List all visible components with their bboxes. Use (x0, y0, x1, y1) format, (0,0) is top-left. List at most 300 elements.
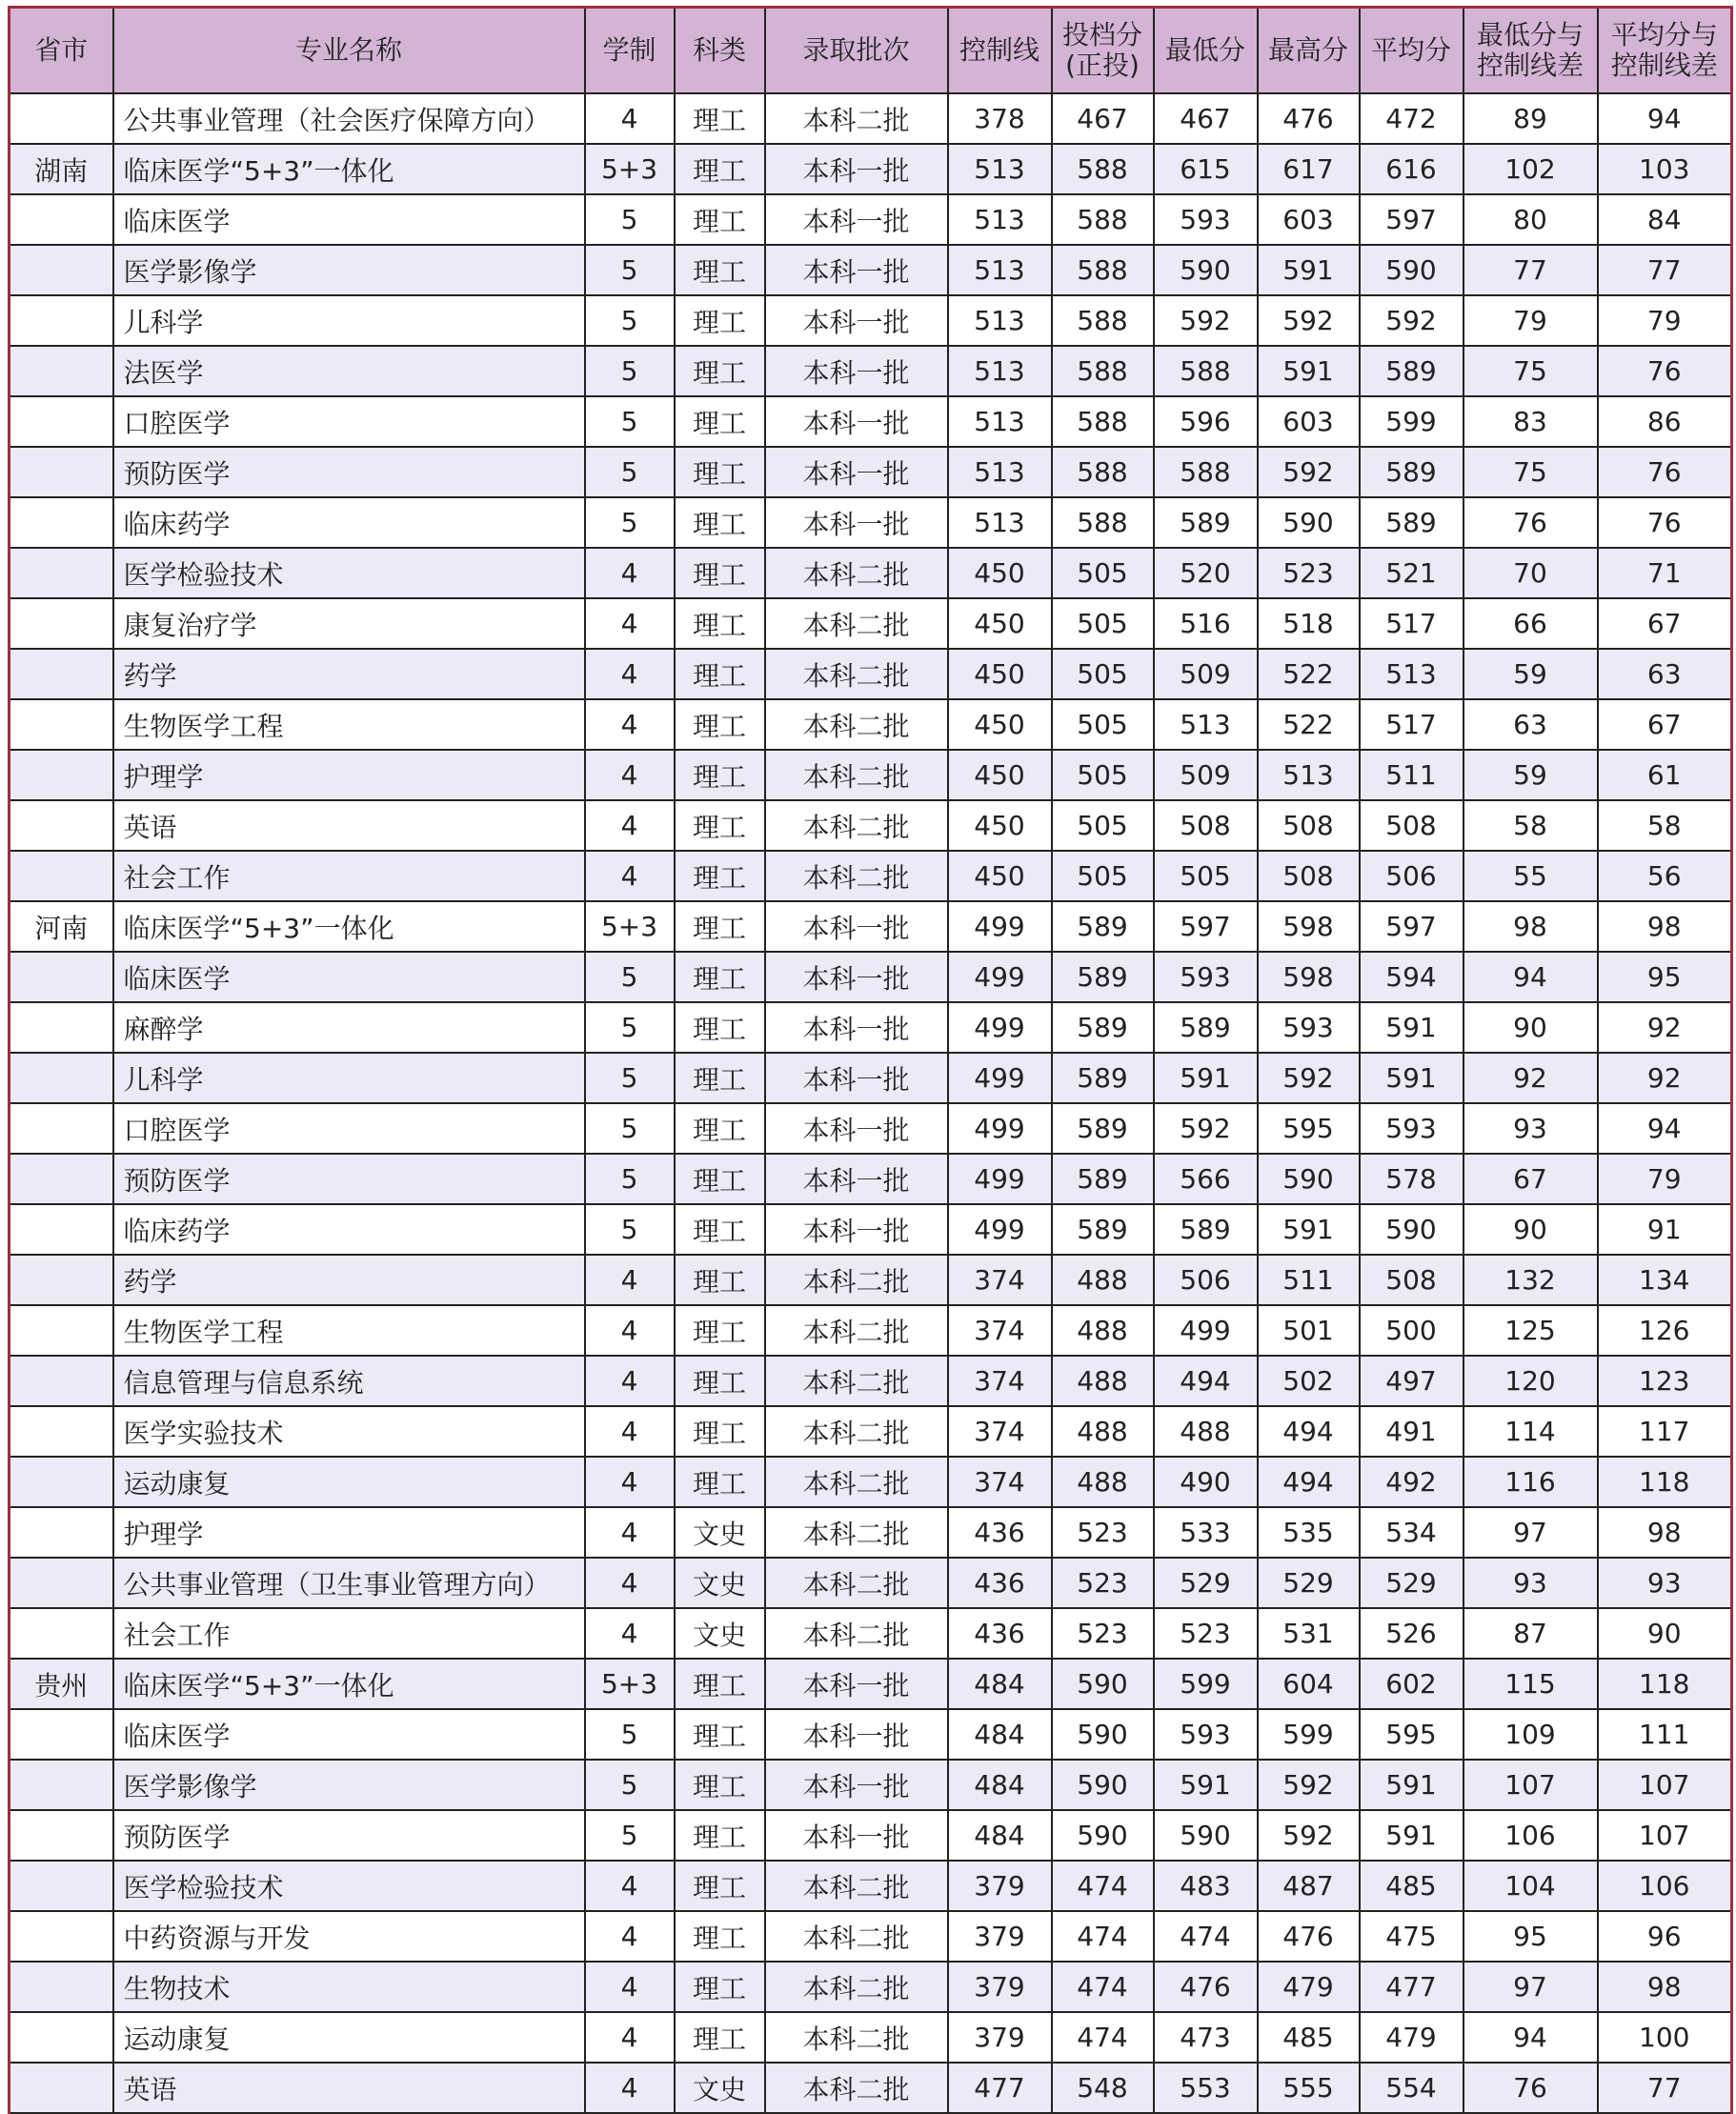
cell-min-diff: 58 (1463, 800, 1598, 851)
cell-min-diff: 75 (1463, 346, 1598, 396)
cell-min-diff: 132 (1463, 1255, 1598, 1305)
cell-duration: 4 (585, 1962, 675, 2012)
table-row (10, 346, 1732, 396)
cell-min-diff: 89 (1463, 93, 1598, 144)
cell-admission-batch: 本科二批 (765, 1356, 948, 1406)
cell-min-score: 499 (1154, 1305, 1258, 1356)
cell-min-score: 506 (1154, 1255, 1258, 1305)
cell-admission-batch: 本科二批 (765, 1861, 948, 1911)
cell-major-name: 英语 (113, 2063, 585, 2113)
cell-duration: 5 (585, 1204, 675, 1255)
cell-subject-type: 理工 (675, 1760, 765, 1810)
cell-avg-diff: 79 (1598, 295, 1732, 346)
cell-major-name: 临床医学 (113, 1709, 585, 1760)
cell-min-diff: 115 (1463, 1659, 1598, 1709)
cell-subject-type: 理工 (675, 447, 765, 497)
cell-duration: 4 (585, 1255, 675, 1305)
cell-subject-type: 理工 (675, 1356, 765, 1406)
cell-min-diff: 79 (1463, 295, 1598, 346)
cell-max-score: 603 (1258, 396, 1360, 447)
cell-avg-score: 591 (1360, 1760, 1463, 1810)
cell-filing-score: 589 (1052, 1103, 1154, 1154)
cell-min-diff: 83 (1463, 396, 1598, 447)
cell-min-diff: 95 (1463, 1911, 1598, 1962)
cell-duration: 5 (585, 1002, 675, 1053)
cell-admission-batch: 本科一批 (765, 396, 948, 447)
cell-admission-batch: 本科一批 (765, 144, 948, 194)
cell-max-score: 522 (1258, 649, 1360, 699)
table-row (10, 1103, 1732, 1154)
cell-avg-score: 517 (1360, 699, 1463, 750)
header-duration: 学制 (585, 8, 675, 94)
cell-filing-score: 589 (1052, 901, 1154, 952)
cell-min-score: 529 (1154, 1558, 1258, 1608)
cell-duration: 5+3 (585, 901, 675, 952)
cell-major-name: 预防医学 (113, 1810, 585, 1861)
table-row (10, 93, 1732, 144)
cell-subject-type: 理工 (675, 497, 765, 548)
cell-duration: 5 (585, 346, 675, 396)
cell-admission-batch: 本科一批 (765, 1204, 948, 1255)
cell-admission-batch: 本科一批 (765, 346, 948, 396)
cell-min-score: 596 (1154, 396, 1258, 447)
cell-admission-batch: 本科一批 (765, 1659, 948, 1709)
cell-max-score: 513 (1258, 750, 1360, 800)
table-row (10, 1457, 1732, 1507)
cell-control-line: 513 (948, 346, 1052, 396)
cell-avg-diff: 107 (1598, 1760, 1732, 1810)
cell-province (10, 952, 113, 1002)
cell-admission-batch: 本科一批 (765, 1760, 948, 1810)
cell-province (10, 1507, 113, 1558)
cell-filing-score: 590 (1052, 1810, 1154, 1861)
table-row (10, 2063, 1732, 2113)
cell-major-name: 信息管理与信息系统 (113, 1356, 585, 1406)
cell-avg-score: 554 (1360, 2063, 1463, 2113)
cell-avg-score: 508 (1360, 1255, 1463, 1305)
cell-min-diff: 66 (1463, 598, 1598, 649)
cell-admission-batch: 本科二批 (765, 2012, 948, 2063)
cell-subject-type: 理工 (675, 2012, 765, 2063)
cell-avg-diff: 67 (1598, 699, 1732, 750)
cell-avg-diff: 76 (1598, 447, 1732, 497)
cell-major-name: 生物医学工程 (113, 699, 585, 750)
cell-min-score: 505 (1154, 851, 1258, 901)
cell-max-score: 522 (1258, 699, 1360, 750)
cell-subject-type: 理工 (675, 1406, 765, 1457)
cell-min-diff: 104 (1463, 1861, 1598, 1911)
cell-min-diff: 109 (1463, 1709, 1598, 1760)
cell-min-score: 588 (1154, 447, 1258, 497)
cell-min-score: 509 (1154, 750, 1258, 800)
cell-province (10, 1204, 113, 1255)
cell-filing-score: 588 (1052, 245, 1154, 295)
cell-min-diff: 70 (1463, 548, 1598, 598)
table-row (10, 1507, 1732, 1558)
cell-filing-score: 588 (1052, 447, 1154, 497)
cell-major-name: 临床药学 (113, 1204, 585, 1255)
cell-min-diff: 77 (1463, 245, 1598, 295)
cell-admission-batch: 本科一批 (765, 1002, 948, 1053)
cell-filing-score: 488 (1052, 1406, 1154, 1457)
cell-max-score: 617 (1258, 144, 1360, 194)
cell-avg-score: 477 (1360, 1962, 1463, 2012)
cell-avg-score: 591 (1360, 1002, 1463, 1053)
cell-avg-score: 492 (1360, 1457, 1463, 1507)
cell-avg-diff: 92 (1598, 1053, 1732, 1103)
cell-control-line: 484 (948, 1659, 1052, 1709)
cell-control-line: 477 (948, 2063, 1052, 2113)
cell-subject-type: 文史 (675, 1608, 765, 1659)
cell-avg-diff: 94 (1598, 93, 1732, 144)
cell-max-score: 591 (1258, 245, 1360, 295)
cell-filing-score: 488 (1052, 1305, 1154, 1356)
cell-duration: 5 (585, 447, 675, 497)
header-admission-batch: 录取批次 (765, 8, 948, 94)
cell-filing-score: 474 (1052, 1861, 1154, 1911)
table-row (10, 396, 1732, 447)
cell-subject-type: 文史 (675, 1558, 765, 1608)
cell-province (10, 1962, 113, 2012)
cell-major-name: 社会工作 (113, 851, 585, 901)
cell-admission-batch: 本科二批 (765, 1255, 948, 1305)
cell-avg-score: 591 (1360, 1053, 1463, 1103)
cell-duration: 4 (585, 1305, 675, 1356)
cell-province (10, 245, 113, 295)
cell-duration: 4 (585, 649, 675, 699)
cell-avg-score: 497 (1360, 1356, 1463, 1406)
cell-min-score: 588 (1154, 346, 1258, 396)
cell-control-line: 513 (948, 447, 1052, 497)
table-row (10, 1760, 1732, 1810)
cell-control-line: 499 (948, 952, 1052, 1002)
cell-avg-score: 589 (1360, 447, 1463, 497)
cell-control-line: 499 (948, 1002, 1052, 1053)
cell-min-diff: 80 (1463, 194, 1598, 245)
cell-filing-score: 505 (1052, 649, 1154, 699)
cell-duration: 4 (585, 699, 675, 750)
cell-subject-type: 理工 (675, 1457, 765, 1507)
cell-min-diff: 92 (1463, 1053, 1598, 1103)
cell-min-score: 476 (1154, 1962, 1258, 2012)
cell-admission-batch: 本科二批 (765, 1962, 948, 2012)
cell-subject-type: 理工 (675, 598, 765, 649)
cell-avg-score: 521 (1360, 548, 1463, 598)
cell-avg-score: 578 (1360, 1154, 1463, 1204)
cell-min-score: 508 (1154, 800, 1258, 851)
cell-avg-diff: 94 (1598, 1103, 1732, 1154)
cell-max-score: 598 (1258, 952, 1360, 1002)
cell-min-score: 516 (1154, 598, 1258, 649)
cell-filing-score: 588 (1052, 194, 1154, 245)
cell-province (10, 598, 113, 649)
cell-avg-diff: 91 (1598, 1204, 1732, 1255)
cell-min-score: 593 (1154, 194, 1258, 245)
cell-admission-batch: 本科一批 (765, 1053, 948, 1103)
cell-avg-score: 485 (1360, 1861, 1463, 1911)
cell-avg-score: 599 (1360, 396, 1463, 447)
cell-control-line: 450 (948, 598, 1052, 649)
cell-admission-batch: 本科一批 (765, 194, 948, 245)
cell-max-score: 591 (1258, 346, 1360, 396)
cell-province (10, 548, 113, 598)
cell-avg-score: 595 (1360, 1709, 1463, 1760)
cell-max-score: 502 (1258, 1356, 1360, 1406)
cell-province (10, 1406, 113, 1457)
cell-avg-diff: 126 (1598, 1305, 1732, 1356)
cell-min-score: 473 (1154, 2012, 1258, 2063)
cell-province (10, 346, 113, 396)
cell-min-diff: 120 (1463, 1356, 1598, 1406)
cell-province (10, 1457, 113, 1507)
table-row (10, 649, 1732, 699)
cell-duration: 4 (585, 1861, 675, 1911)
cell-control-line: 499 (948, 1053, 1052, 1103)
cell-major-name: 药学 (113, 1255, 585, 1305)
cell-filing-score: 589 (1052, 1154, 1154, 1204)
cell-control-line: 436 (948, 1608, 1052, 1659)
cell-admission-batch: 本科二批 (765, 93, 948, 144)
header-major-name: 专业名称 (113, 8, 585, 94)
cell-avg-score: 591 (1360, 1810, 1463, 1861)
cell-major-name: 儿科学 (113, 1053, 585, 1103)
cell-admission-batch: 本科二批 (765, 1457, 948, 1507)
cell-max-score: 479 (1258, 1962, 1360, 2012)
cell-avg-score: 534 (1360, 1507, 1463, 1558)
table-row (10, 144, 1732, 194)
table-row (10, 1154, 1732, 1204)
cell-major-name: 运动康复 (113, 2012, 585, 2063)
cell-major-name: 法医学 (113, 346, 585, 396)
cell-max-score: 592 (1258, 447, 1360, 497)
cell-min-score: 591 (1154, 1053, 1258, 1103)
cell-duration: 4 (585, 800, 675, 851)
table-row (10, 1356, 1732, 1406)
cell-min-score: 589 (1154, 497, 1258, 548)
cell-avg-diff: 98 (1598, 1962, 1732, 2012)
cell-subject-type: 理工 (675, 346, 765, 396)
cell-control-line: 513 (948, 396, 1052, 447)
cell-min-score: 488 (1154, 1406, 1258, 1457)
cell-avg-score: 616 (1360, 144, 1463, 194)
table-header-row (10, 8, 1732, 94)
cell-major-name: 麻醉学 (113, 1002, 585, 1053)
cell-province (10, 1608, 113, 1659)
cell-control-line: 436 (948, 1507, 1052, 1558)
cell-avg-diff: 77 (1598, 2063, 1732, 2113)
cell-admission-batch: 本科二批 (765, 1558, 948, 1608)
cell-subject-type: 理工 (675, 1154, 765, 1204)
cell-admission-batch: 本科一批 (765, 1154, 948, 1204)
cell-control-line: 450 (948, 800, 1052, 851)
cell-avg-diff: 93 (1598, 1558, 1732, 1608)
cell-control-line: 513 (948, 144, 1052, 194)
cell-avg-diff: 67 (1598, 598, 1732, 649)
cell-filing-score: 590 (1052, 1659, 1154, 1709)
cell-max-score: 508 (1258, 851, 1360, 901)
cell-duration: 5 (585, 295, 675, 346)
cell-subject-type: 理工 (675, 1103, 765, 1154)
cell-min-diff: 87 (1463, 1608, 1598, 1659)
cell-control-line: 374 (948, 1305, 1052, 1356)
table-row (10, 1861, 1732, 1911)
cell-subject-type: 理工 (675, 750, 765, 800)
cell-major-name: 生物技术 (113, 1962, 585, 2012)
cell-major-name: 公共事业管理（卫生事业管理方向） (113, 1558, 585, 1608)
cell-admission-batch: 本科二批 (765, 1608, 948, 1659)
cell-max-score: 523 (1258, 548, 1360, 598)
cell-filing-score: 505 (1052, 598, 1154, 649)
cell-control-line: 379 (948, 2012, 1052, 2063)
cell-province (10, 1255, 113, 1305)
cell-avg-score: 594 (1360, 952, 1463, 1002)
cell-control-line: 436 (948, 1558, 1052, 1608)
cell-major-name: 公共事业管理（社会医疗保障方向） (113, 93, 585, 144)
cell-major-name: 医学影像学 (113, 1760, 585, 1810)
cell-admission-batch: 本科二批 (765, 598, 948, 649)
cell-max-score: 591 (1258, 1204, 1360, 1255)
cell-duration: 5+3 (585, 1659, 675, 1709)
table-row (10, 295, 1732, 346)
cell-admission-batch: 本科二批 (765, 649, 948, 699)
cell-min-score: 474 (1154, 1911, 1258, 1962)
cell-avg-diff: 71 (1598, 548, 1732, 598)
table-row (10, 1558, 1732, 1608)
table-row (10, 1002, 1732, 1053)
cell-duration: 4 (585, 851, 675, 901)
cell-subject-type: 理工 (675, 144, 765, 194)
cell-control-line: 374 (948, 1255, 1052, 1305)
table-row (10, 750, 1732, 800)
cell-min-score: 592 (1154, 295, 1258, 346)
cell-subject-type: 理工 (675, 548, 765, 598)
header-avg-score: 平均分 (1360, 8, 1463, 94)
cell-province (10, 93, 113, 144)
table-row (10, 1053, 1732, 1103)
cell-province (10, 295, 113, 346)
cell-province (10, 800, 113, 851)
cell-avg-diff: 86 (1598, 396, 1732, 447)
cell-province (10, 1810, 113, 1861)
cell-avg-score: 590 (1360, 1204, 1463, 1255)
cell-filing-score: 488 (1052, 1255, 1154, 1305)
cell-avg-diff: 103 (1598, 144, 1732, 194)
cell-province (10, 194, 113, 245)
cell-max-score: 590 (1258, 497, 1360, 548)
cell-province (10, 1053, 113, 1103)
cell-avg-score: 602 (1360, 1659, 1463, 1709)
table-row (10, 1659, 1732, 1709)
cell-control-line: 379 (948, 1962, 1052, 2012)
cell-max-score: 508 (1258, 800, 1360, 851)
cell-avg-score: 597 (1360, 901, 1463, 952)
cell-admission-batch: 本科二批 (765, 851, 948, 901)
cell-admission-batch: 本科二批 (765, 1911, 948, 1962)
cell-province (10, 1861, 113, 1911)
cell-province (10, 1356, 113, 1406)
cell-duration: 4 (585, 548, 675, 598)
cell-duration: 5 (585, 1154, 675, 1204)
cell-admission-batch: 本科一批 (765, 1103, 948, 1154)
cell-province: 湖南 (10, 144, 113, 194)
cell-min-score: 590 (1154, 245, 1258, 295)
cell-filing-score: 589 (1052, 952, 1154, 1002)
cell-filing-score: 467 (1052, 93, 1154, 144)
cell-min-score: 592 (1154, 1103, 1258, 1154)
header-control-line: 控制线 (948, 8, 1052, 94)
cell-avg-diff: 98 (1598, 1507, 1732, 1558)
cell-avg-score: 593 (1360, 1103, 1463, 1154)
cell-filing-score: 590 (1052, 1709, 1154, 1760)
cell-admission-batch: 本科二批 (765, 2063, 948, 2113)
cell-province (10, 2063, 113, 2113)
cell-filing-score: 474 (1052, 1962, 1154, 2012)
cell-min-diff: 55 (1463, 851, 1598, 901)
cell-filing-score: 523 (1052, 1507, 1154, 1558)
cell-subject-type: 理工 (675, 1659, 765, 1709)
cell-max-score: 476 (1258, 93, 1360, 144)
cell-avg-diff: 117 (1598, 1406, 1732, 1457)
cell-max-score: 494 (1258, 1457, 1360, 1507)
cell-max-score: 485 (1258, 2012, 1360, 2063)
cell-major-name: 医学影像学 (113, 245, 585, 295)
cell-avg-score: 511 (1360, 750, 1463, 800)
cell-duration: 4 (585, 1558, 675, 1608)
header-province: 省市 (10, 8, 113, 94)
cell-admission-batch: 本科一批 (765, 497, 948, 548)
cell-avg-diff: 92 (1598, 1002, 1732, 1053)
cell-control-line: 379 (948, 1861, 1052, 1911)
cell-max-score: 529 (1258, 1558, 1360, 1608)
cell-subject-type: 理工 (675, 1305, 765, 1356)
cell-min-diff: 93 (1463, 1558, 1598, 1608)
cell-avg-diff: 98 (1598, 901, 1732, 952)
cell-duration: 5 (585, 952, 675, 1002)
cell-subject-type: 理工 (675, 1204, 765, 1255)
cell-avg-diff: 56 (1598, 851, 1732, 901)
cell-min-score: 590 (1154, 1810, 1258, 1861)
cell-subject-type: 理工 (675, 1962, 765, 2012)
cell-avg-diff: 76 (1598, 346, 1732, 396)
cell-major-name: 医学检验技术 (113, 1861, 585, 1911)
cell-control-line: 513 (948, 497, 1052, 548)
cell-duration: 4 (585, 2063, 675, 2113)
cell-control-line: 484 (948, 1760, 1052, 1810)
cell-min-score: 483 (1154, 1861, 1258, 1911)
cell-min-diff: 116 (1463, 1457, 1598, 1507)
cell-duration: 4 (585, 1406, 675, 1457)
cell-subject-type: 理工 (675, 851, 765, 901)
cell-admission-batch: 本科一批 (765, 1709, 948, 1760)
cell-avg-diff: 95 (1598, 952, 1732, 1002)
cell-province (10, 1911, 113, 1962)
cell-avg-score: 491 (1360, 1406, 1463, 1457)
cell-filing-score: 588 (1052, 144, 1154, 194)
table-row (10, 1608, 1732, 1659)
cell-subject-type: 理工 (675, 93, 765, 144)
cell-max-score: 592 (1258, 1810, 1360, 1861)
cell-filing-score: 505 (1052, 699, 1154, 750)
cell-subject-type: 理工 (675, 1709, 765, 1760)
cell-max-score: 531 (1258, 1608, 1360, 1659)
cell-major-name: 生物医学工程 (113, 1305, 585, 1356)
cell-avg-diff: 123 (1598, 1356, 1732, 1406)
cell-province (10, 649, 113, 699)
cell-max-score: 590 (1258, 1154, 1360, 1204)
cell-filing-score: 474 (1052, 2012, 1154, 2063)
cell-duration: 4 (585, 93, 675, 144)
cell-min-score: 490 (1154, 1457, 1258, 1507)
